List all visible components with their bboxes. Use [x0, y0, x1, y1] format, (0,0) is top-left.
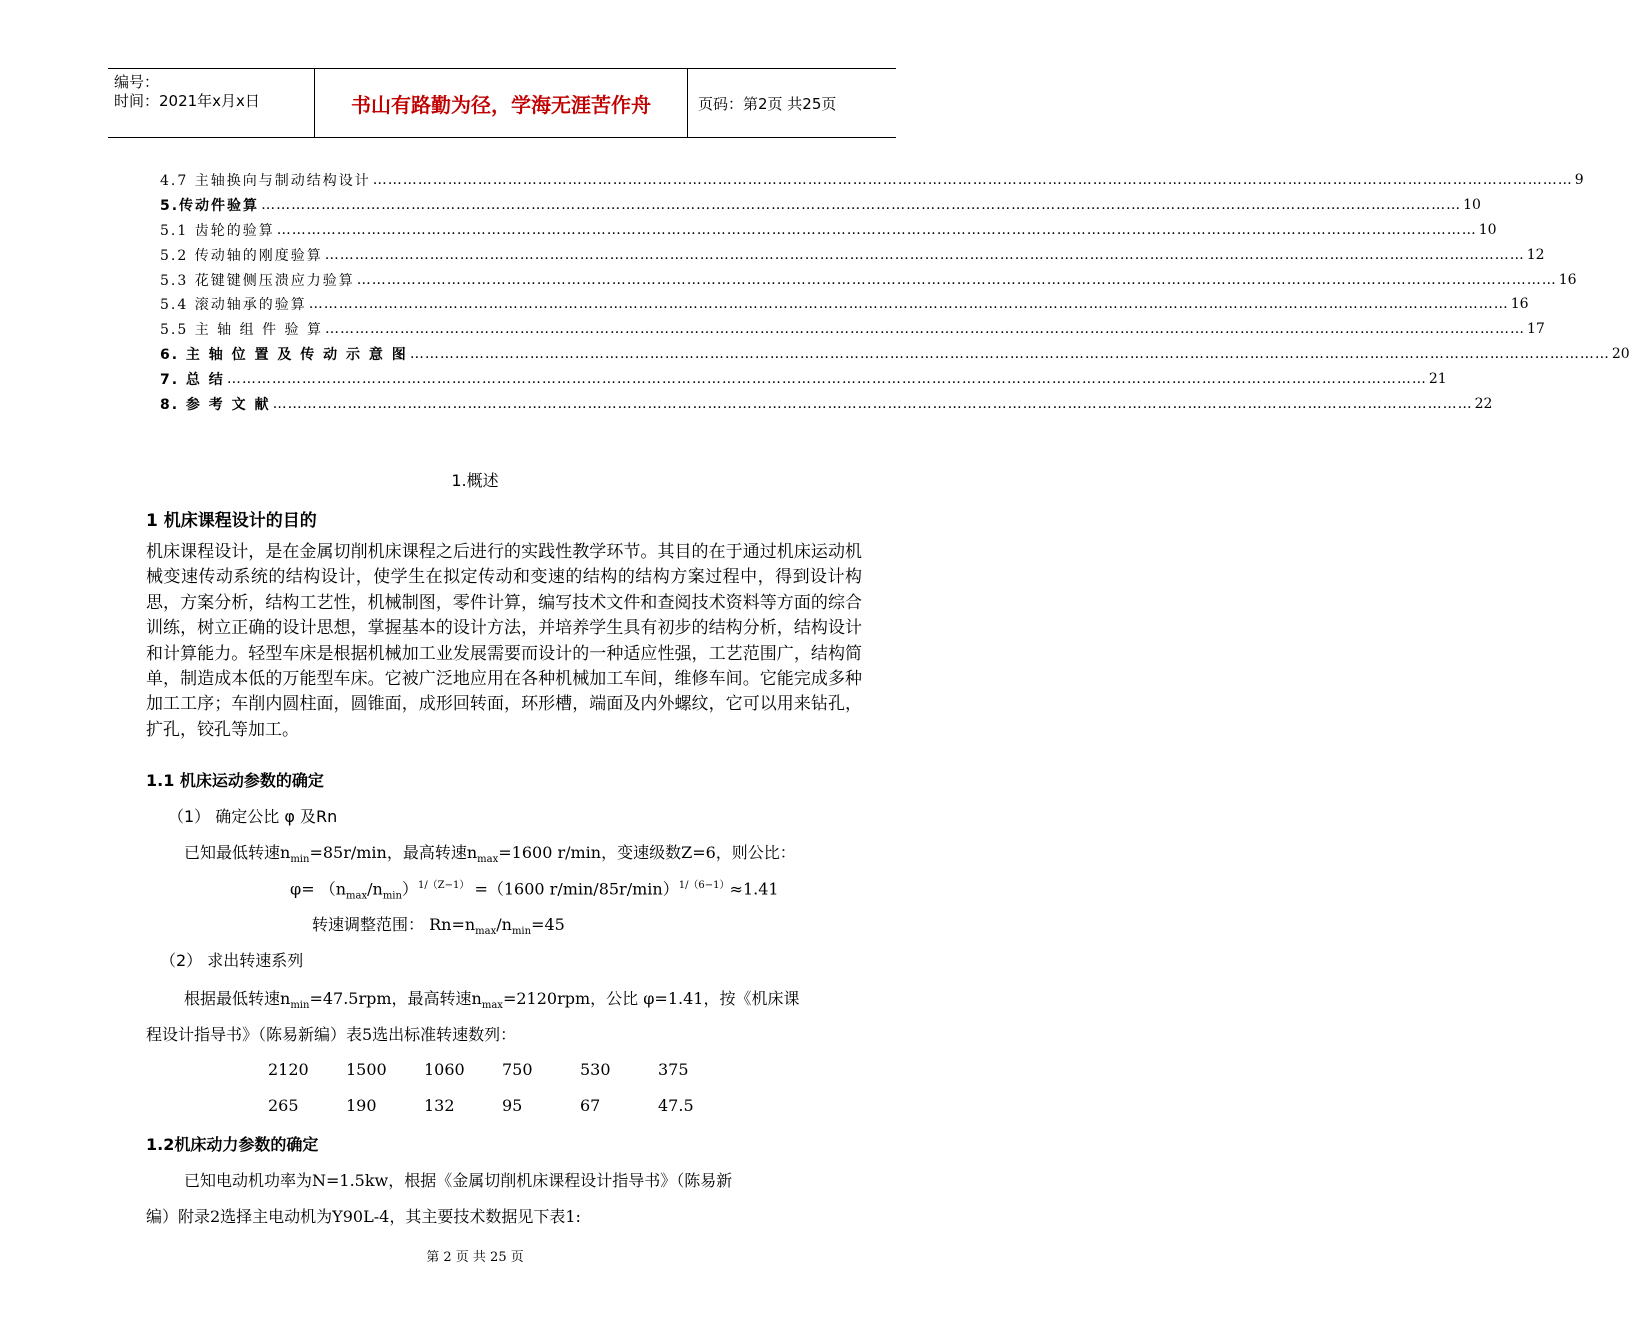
toc-page: 16 [1510, 296, 1529, 313]
step1-title: （1） 确定公比 φ 及Rn [168, 807, 338, 826]
toc-title: 5.1 齿轮的验算 [160, 222, 275, 239]
page-header [108, 68, 896, 138]
toc-title: 5.5 主 轴 组 件 验 算 [160, 322, 323, 339]
toc-item [160, 242, 1545, 267]
toc-leader: …………………………………………………………………………………………………………………………………………………………………………………………………………………… [409, 345, 1610, 362]
toc-page: 20 [1611, 345, 1630, 362]
toc-item [160, 342, 1630, 367]
toc-leader: …………………………………………………………………………………………………………………………………………………………………………………………………………………… [308, 296, 1509, 313]
speed-value: 67 [580, 1096, 601, 1115]
speed-value: 190 [346, 1096, 377, 1115]
toc-item [160, 391, 1493, 416]
header-motto: 书山有路勤为径，学海无涯苦作舟 [315, 69, 688, 137]
step1-range: 转速调整范围： $Rn=n_{max}/n_{min}=45$ [312, 915, 565, 938]
toc-title: 5.3 花键键侧压溃应力验算 [160, 272, 355, 289]
speed-value: 132 [424, 1096, 455, 1115]
toc-item [160, 317, 1545, 342]
heading-motion-params: 1.1 机床运动参数的确定 [146, 771, 324, 790]
page-footer: 第 2 页 共 25 页 [426, 1250, 524, 1265]
toc-leader: …………………………………………………………………………………………………………………………………………………………………………………………………………………… [226, 370, 1427, 387]
speed-row-1 [268, 1060, 736, 1079]
speed-value: 47.5 [658, 1096, 694, 1115]
table-of-contents [160, 168, 1630, 416]
section-title: 1.概述 [451, 471, 499, 490]
speed-row-2 [268, 1096, 736, 1115]
toc-item [160, 218, 1497, 243]
speed-value: 2120 [268, 1060, 309, 1079]
speed-value: 530 [580, 1060, 611, 1079]
toc-page: 12 [1526, 246, 1545, 263]
toc-item [160, 292, 1529, 317]
toc-leader: …………………………………………………………………………………………………………………………………………………………………………………………………………………… [356, 271, 1557, 288]
speed-value: 375 [658, 1060, 689, 1079]
speed-value: 1060 [424, 1060, 465, 1079]
toc-title: 5.2 传动轴的刚度验算 [160, 247, 323, 264]
toc-leader: …………………………………………………………………………………………………………………………………………………………………………………………………………………… [324, 321, 1525, 338]
speed-value: 1500 [346, 1060, 387, 1079]
power-line1: 已知电动机功率为N=1.5kw，根据《金属切削机床课程设计指导书》（陈易新 [184, 1171, 733, 1190]
step2-line2: 程设计指导书》（陈易新编）表5选出标准转速数列： [146, 1025, 517, 1044]
heading-purpose: 1 机床课程设计的目的 [146, 511, 317, 531]
header-meta [108, 69, 315, 137]
toc-item [160, 193, 1481, 218]
speed-value: 265 [268, 1096, 299, 1115]
step1-line1: 已知最低转速$n_{min}=85r/\min$，最高转速$n_{max}=1600$ r/min，变速级数Z=6，则公比： [184, 843, 796, 866]
speed-value: 750 [502, 1060, 533, 1079]
toc-item [160, 267, 1577, 292]
power-line2: 编）附录2选择主电动机为Y90L-4，其主要技术数据见下表1: [146, 1207, 581, 1226]
toc-item [160, 168, 1584, 193]
toc-title: 7. 总 结 [160, 371, 225, 388]
step1-formula: $\varphi= (n_{max}/n_{min})^{1/(Z-1)} =(1600$ r/min/85r/min）$^{1/(6-1)}$≈1.41 [290, 879, 779, 902]
toc-leader: …………………………………………………………………………………………………………………………………………………………………………………………………………………… [324, 246, 1525, 263]
step2-title: （2） 求出转速系列 [160, 951, 304, 970]
toc-leader: …………………………………………………………………………………………………………………………………………………………………………………………………………………… [272, 395, 1473, 412]
toc-title: 4.7 主轴换向与制动结构设计 [160, 173, 371, 190]
toc-title: 5.4 滚动轴承的验算 [160, 297, 307, 314]
toc-leader: …………………………………………………………………………………………………………………………………………………………………………………………………………………… [276, 221, 1477, 238]
toc-page: 10 [1478, 221, 1497, 238]
toc-title: 5.传动件验算 [160, 198, 260, 215]
toc-page: 10 [1463, 197, 1481, 214]
header-code: 编号： [114, 73, 160, 91]
speed-value: 95 [502, 1096, 523, 1115]
toc-page: 17 [1526, 321, 1545, 338]
toc-leader: …………………………………………………………………………………………………………………………………………………………………………………………………………………… [261, 197, 1462, 214]
step2-line1: 根据最低转速$n_{min}=47.5rpm$，最高转速$n_{max}=2120rpm$，公比 φ=1.41，按《机床课 [184, 989, 800, 1012]
header-time: 时间：2021年x月x日 [114, 92, 260, 110]
toc-page: 21 [1428, 370, 1447, 387]
toc-page: 9 [1574, 172, 1584, 189]
toc-item [160, 366, 1447, 391]
toc-page: 16 [1558, 271, 1577, 288]
toc-title: 6. 主 轴 位 置 及 传 动 示 意 图 [160, 346, 408, 363]
toc-title: 8. 参 考 文 献 [160, 396, 271, 413]
intro-paragraph: 机床课程设计，是在金属切削机床课程之后进行的实践性教学环节。其目的在于通过机床运动机械变速传动系统的结构设计，使学生在拟定传动和变速的结构的结构方案过程中，得到设计构思，方案分析，结构工艺性，机械制图，零件计算，编写技术文件和查阅技术资料等方面的综合训练，树立正确的设计思想，掌握基本的设计方法，并培养学生具有初步的结构分析，结构设计和计算能力。轻型车床是根据机械加工业发展需要而设计的一种适应性强，工艺范围广，结构简单，制造成本低的万能型车床。它被广泛地应用在各种机械加工车间，维修车间。它能完成多种加工工序；车削内圆柱面，圆锥面，成形回转面，环形槽，端面及内外螺纹，它可以用来钻孔，扩孔，铰孔等加工。 [146, 542, 862, 740]
toc-leader: …………………………………………………………………………………………………………………………………………………………………………………………………………………… [372, 172, 1573, 189]
heading-power-params: 1.2机床动力参数的确定 [146, 1135, 319, 1154]
toc-page: 22 [1474, 395, 1493, 412]
header-page: 页码：第2页 共25页 [698, 94, 837, 113]
